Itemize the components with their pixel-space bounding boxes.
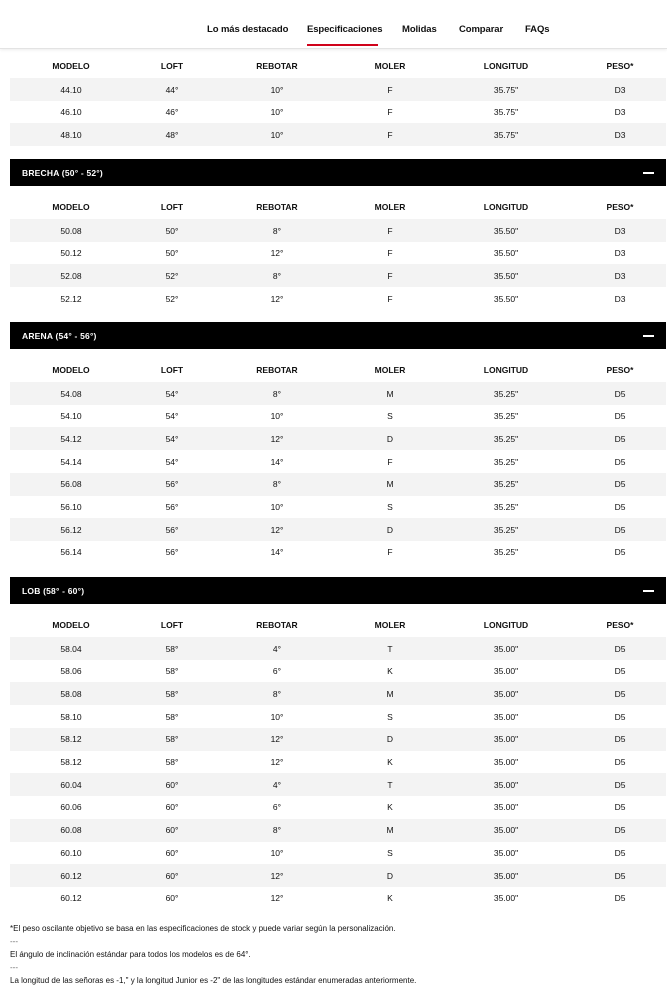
table-row bbox=[10, 78, 666, 101]
column-header-loft: LOFT bbox=[160, 620, 184, 630]
cell-weight: D3 bbox=[614, 107, 626, 118]
cell-model: 52.12 bbox=[60, 293, 82, 304]
cell-model: 48.10 bbox=[60, 129, 82, 140]
active-tab-indicator bbox=[307, 44, 378, 46]
table-header-row bbox=[10, 56, 666, 76]
cell-grind: K bbox=[387, 893, 393, 904]
table-row bbox=[10, 219, 666, 242]
cell-length: 35.50" bbox=[493, 270, 519, 281]
cell-bounce: 12° bbox=[270, 757, 284, 767]
cell-bounce: 6° bbox=[272, 666, 282, 677]
column-header-loft: LOFT bbox=[160, 202, 184, 212]
cell-grind: F bbox=[387, 270, 393, 281]
column-header-loft: LOFT bbox=[160, 365, 184, 375]
cell-loft: 58° bbox=[165, 666, 179, 677]
table-row bbox=[10, 541, 666, 564]
cell-length: 35.00" bbox=[493, 825, 519, 836]
cell-bounce: 8° bbox=[272, 479, 282, 490]
section-title: ARENA (54° - 56°) bbox=[22, 330, 97, 341]
cell-grind: T bbox=[387, 779, 393, 790]
cell-length: 35.25" bbox=[493, 479, 519, 490]
cell-model: 58.12 bbox=[60, 757, 82, 767]
cell-length: 35.00" bbox=[493, 666, 519, 677]
cell-model: 54.14 bbox=[60, 456, 82, 467]
table-header-row bbox=[10, 197, 666, 217]
cell-grind: F bbox=[387, 225, 393, 236]
cell-length: 35.25" bbox=[493, 411, 519, 422]
collapse-icon[interactable] bbox=[643, 590, 654, 592]
cell-loft: 60° bbox=[165, 870, 179, 881]
cell-weight: D3 bbox=[614, 293, 626, 304]
cell-loft: 60° bbox=[165, 779, 179, 790]
tab-grinds[interactable]: Molidas bbox=[402, 24, 437, 35]
cell-length: 35.25" bbox=[493, 547, 519, 558]
spec-table bbox=[10, 615, 666, 904]
cell-grind: D bbox=[386, 734, 394, 745]
column-header-bounce: REBOTAR bbox=[256, 61, 298, 71]
cell-length: 35.00" bbox=[493, 870, 519, 881]
cell-weight: D5 bbox=[614, 411, 626, 422]
table-row bbox=[10, 242, 666, 265]
cell-model: 56.10 bbox=[60, 502, 82, 512]
cell-loft: 58° bbox=[165, 711, 179, 722]
cell-loft: 56° bbox=[165, 524, 179, 535]
cell-bounce: 4° bbox=[272, 779, 282, 790]
column-header-grind: MOLER bbox=[374, 61, 406, 71]
cell-model: 54.10 bbox=[60, 411, 82, 422]
table-row bbox=[10, 819, 666, 842]
cell-weight: D5 bbox=[614, 433, 626, 444]
cell-weight: D5 bbox=[614, 643, 626, 654]
cell-bounce: 6° bbox=[272, 802, 282, 813]
table-row bbox=[10, 405, 666, 428]
cell-model: 60.12 bbox=[60, 870, 82, 881]
table-row bbox=[10, 751, 666, 774]
cell-weight: D5 bbox=[614, 479, 626, 490]
cell-weight: D5 bbox=[614, 547, 626, 558]
weight-note: *El peso oscilante objetivo se basa en las especificaciones de stock y puede variar según la personalización. bbox=[10, 924, 396, 933]
cell-model: 54.12 bbox=[60, 433, 82, 444]
table-row bbox=[10, 101, 666, 124]
cell-weight: D5 bbox=[614, 388, 626, 399]
cell-loft: 44° bbox=[165, 84, 179, 95]
cell-bounce: 8° bbox=[272, 825, 282, 836]
column-header-model: MODELO bbox=[52, 61, 90, 71]
cell-length: 35.50" bbox=[493, 225, 519, 236]
cell-weight: D5 bbox=[614, 825, 626, 836]
cell-length: 35.00" bbox=[493, 847, 519, 858]
cell-weight: D5 bbox=[614, 734, 626, 745]
table-row bbox=[10, 382, 666, 405]
column-header-grind: MOLER bbox=[374, 202, 406, 212]
column-header-grind: MOLER bbox=[374, 620, 406, 630]
cell-bounce: 10° bbox=[270, 129, 284, 140]
cell-loft: 54° bbox=[165, 456, 179, 467]
length-note: La longitud de las señoras es -1," y la longitud Junior es -2" de las longitudes estándar enumeradas anteriormente. bbox=[10, 976, 417, 985]
cell-weight: D5 bbox=[614, 870, 626, 881]
cell-bounce: 8° bbox=[272, 688, 282, 699]
cell-model: 60.04 bbox=[60, 779, 82, 790]
cell-length: 35.00" bbox=[493, 711, 519, 722]
cell-model: 56.14 bbox=[60, 547, 82, 558]
cell-length: 35.25" bbox=[493, 456, 519, 467]
cell-weight: D3 bbox=[614, 129, 626, 140]
cell-bounce: 4° bbox=[272, 643, 282, 654]
column-header-length: LONGITUD bbox=[483, 61, 529, 71]
cell-bounce: 12° bbox=[270, 524, 284, 535]
cell-grind: F bbox=[387, 293, 393, 304]
cell-loft: 58° bbox=[165, 643, 179, 654]
tab-specifications[interactable]: Especificaciones bbox=[307, 24, 383, 35]
cell-loft: 46° bbox=[165, 107, 179, 118]
section-header[interactable] bbox=[10, 577, 666, 604]
cell-loft: 60° bbox=[165, 825, 179, 836]
column-header-loft: LOFT bbox=[160, 61, 184, 71]
cell-loft: 56° bbox=[165, 502, 179, 512]
cell-grind: F bbox=[387, 456, 393, 467]
cell-grind: F bbox=[387, 107, 393, 118]
cell-weight: D5 bbox=[614, 456, 626, 467]
cell-weight: D5 bbox=[614, 524, 626, 535]
cell-loft: 50° bbox=[165, 225, 179, 236]
cell-grind: K bbox=[387, 666, 393, 677]
cell-bounce: 8° bbox=[272, 270, 282, 281]
cell-bounce: 12° bbox=[270, 734, 284, 745]
table-row bbox=[10, 796, 666, 819]
cell-model: 56.08 bbox=[60, 479, 82, 490]
column-header-weight: PESO* bbox=[606, 620, 634, 630]
cell-loft: 52° bbox=[165, 270, 179, 281]
table-row bbox=[10, 427, 666, 450]
cell-loft: 50° bbox=[165, 248, 179, 259]
column-header-grind: MOLER bbox=[374, 365, 406, 375]
cell-loft: 52° bbox=[165, 293, 179, 304]
cell-length: 35.25" bbox=[493, 524, 519, 535]
cell-weight: D3 bbox=[614, 270, 626, 281]
cell-grind: M bbox=[386, 388, 394, 399]
cell-loft: 58° bbox=[165, 757, 179, 767]
table-row bbox=[10, 518, 666, 541]
cell-length: 35.00" bbox=[493, 643, 519, 654]
cell-weight: D5 bbox=[614, 893, 626, 904]
tab-navigation bbox=[0, 0, 667, 49]
table-row bbox=[10, 660, 666, 683]
cell-grind: S bbox=[387, 411, 393, 422]
table-row bbox=[10, 864, 666, 887]
cell-bounce: 10° bbox=[270, 84, 284, 95]
footnotes bbox=[10, 922, 660, 987]
cell-bounce: 8° bbox=[272, 225, 282, 236]
cell-bounce: 14° bbox=[270, 456, 284, 467]
cell-bounce: 12° bbox=[270, 293, 284, 304]
cell-loft: 54° bbox=[165, 433, 179, 444]
cell-grind: K bbox=[387, 757, 393, 767]
cell-model: 54.08 bbox=[60, 388, 82, 399]
tab-highlights[interactable]: Lo más destacado bbox=[207, 24, 289, 35]
spec-table bbox=[10, 56, 666, 140]
column-header-weight: PESO* bbox=[606, 61, 634, 71]
cell-grind: S bbox=[387, 711, 393, 722]
note-separator: --- bbox=[10, 937, 18, 946]
cell-grind: M bbox=[386, 825, 394, 836]
cell-model: 58.04 bbox=[60, 643, 82, 654]
cell-weight: D5 bbox=[614, 779, 626, 790]
cell-model: 60.08 bbox=[60, 825, 82, 836]
cell-grind: M bbox=[386, 688, 394, 699]
column-header-length: LONGITUD bbox=[483, 202, 529, 212]
cell-grind: D bbox=[386, 524, 394, 535]
cell-length: 35.00" bbox=[493, 802, 519, 813]
cell-grind: D bbox=[386, 433, 394, 444]
cell-model: 58.06 bbox=[60, 666, 82, 677]
cell-weight: D5 bbox=[614, 802, 626, 813]
section-header[interactable] bbox=[10, 322, 666, 349]
cell-grind: S bbox=[387, 847, 393, 858]
cell-loft: 56° bbox=[165, 547, 179, 558]
section-title: LOB (58° - 60°) bbox=[22, 585, 85, 596]
cell-loft: 60° bbox=[165, 847, 179, 858]
cell-model: 50.08 bbox=[60, 225, 82, 236]
cell-weight: D5 bbox=[614, 711, 626, 722]
cell-loft: 56° bbox=[165, 479, 179, 490]
cell-model: 50.12 bbox=[60, 248, 82, 259]
column-header-bounce: REBOTAR bbox=[256, 365, 298, 375]
column-header-length: LONGITUD bbox=[483, 620, 529, 630]
cell-length: 35.75" bbox=[493, 84, 519, 95]
cell-loft: 48° bbox=[165, 129, 179, 140]
cell-length: 35.00" bbox=[493, 779, 519, 790]
table-row bbox=[10, 496, 666, 519]
table-row bbox=[10, 287, 666, 310]
cell-grind: F bbox=[387, 248, 393, 259]
cell-grind: F bbox=[387, 84, 393, 95]
cell-length: 35.50" bbox=[493, 248, 519, 259]
column-header-bounce: REBOTAR bbox=[256, 620, 298, 630]
section-title: BRECHA (50° - 52°) bbox=[22, 167, 103, 178]
cell-grind: F bbox=[387, 129, 393, 140]
cell-model: 60.06 bbox=[60, 802, 82, 813]
cell-bounce: 10° bbox=[270, 107, 284, 118]
cell-grind: K bbox=[387, 802, 393, 813]
cell-length: 35.00" bbox=[493, 734, 519, 745]
table-row bbox=[10, 887, 666, 910]
column-header-model: MODELO bbox=[52, 202, 90, 212]
spec-table bbox=[10, 360, 666, 558]
tab-compare[interactable]: Comparar bbox=[459, 24, 504, 35]
cell-grind: M bbox=[386, 479, 394, 490]
section-header[interactable] bbox=[10, 159, 666, 186]
cell-grind: F bbox=[387, 547, 393, 558]
cell-model: 58.10 bbox=[60, 711, 82, 722]
spec-table bbox=[10, 197, 666, 304]
column-header-bounce: REBOTAR bbox=[256, 202, 298, 212]
cell-length: 35.75" bbox=[493, 129, 519, 140]
table-row bbox=[10, 728, 666, 751]
table-row bbox=[10, 841, 666, 864]
cell-model: 60.12 bbox=[60, 893, 82, 904]
cell-bounce: 12° bbox=[270, 433, 284, 444]
collapse-icon[interactable] bbox=[643, 172, 654, 174]
table-row bbox=[10, 473, 666, 496]
table-header-row bbox=[10, 615, 666, 635]
cell-bounce: 10° bbox=[270, 411, 284, 422]
cell-model: 46.10 bbox=[60, 107, 82, 118]
cell-bounce: 12° bbox=[270, 893, 284, 904]
cell-weight: D5 bbox=[614, 502, 626, 512]
cell-weight: D3 bbox=[614, 225, 626, 236]
cell-length: 35.00" bbox=[493, 757, 519, 767]
cell-model: 44.10 bbox=[60, 84, 82, 95]
cell-bounce: 10° bbox=[270, 847, 284, 858]
table-row bbox=[10, 637, 666, 660]
cell-grind: T bbox=[387, 643, 393, 654]
cell-length: 35.00" bbox=[493, 688, 519, 699]
lie-angle-note: El ángulo de inclinación estándar para todos los modelos es de 64°. bbox=[10, 950, 251, 959]
tab-faqs[interactable]: FAQs bbox=[525, 24, 550, 35]
cell-grind: D bbox=[386, 870, 394, 881]
cell-length: 35.25" bbox=[493, 433, 519, 444]
cell-model: 58.12 bbox=[60, 734, 82, 745]
note-separator: --- bbox=[10, 963, 18, 972]
cell-model: 56.12 bbox=[60, 524, 82, 535]
cell-weight: D3 bbox=[614, 84, 626, 95]
cell-loft: 54° bbox=[165, 388, 179, 399]
cell-length: 35.25" bbox=[493, 388, 519, 399]
cell-model: 52.08 bbox=[60, 270, 82, 281]
cell-loft: 60° bbox=[165, 893, 179, 904]
cell-bounce: 10° bbox=[270, 711, 284, 722]
cell-bounce: 10° bbox=[270, 502, 284, 512]
cell-bounce: 12° bbox=[270, 248, 284, 259]
cell-length: 35.00" bbox=[493, 893, 519, 904]
cell-length: 35.25" bbox=[493, 502, 519, 512]
cell-bounce: 8° bbox=[272, 388, 282, 399]
cell-length: 35.50" bbox=[493, 293, 519, 304]
cell-weight: D5 bbox=[614, 688, 626, 699]
cell-bounce: 14° bbox=[270, 547, 284, 558]
table-row bbox=[10, 123, 666, 146]
cell-model: 60.10 bbox=[60, 847, 82, 858]
cell-bounce: 12° bbox=[270, 870, 284, 881]
cell-weight: D5 bbox=[614, 757, 626, 767]
cell-loft: 60° bbox=[165, 802, 179, 813]
cell-loft: 58° bbox=[165, 688, 179, 699]
column-header-model: MODELO bbox=[52, 620, 90, 630]
table-row bbox=[10, 773, 666, 796]
cell-grind: S bbox=[387, 502, 393, 512]
cell-weight: D5 bbox=[614, 847, 626, 858]
cell-loft: 54° bbox=[165, 411, 179, 422]
table-row bbox=[10, 705, 666, 728]
table-row bbox=[10, 682, 666, 705]
table-row bbox=[10, 264, 666, 287]
collapse-icon[interactable] bbox=[643, 335, 654, 337]
cell-length: 35.75" bbox=[493, 107, 519, 118]
column-header-weight: PESO* bbox=[606, 202, 634, 212]
cell-model: 58.08 bbox=[60, 688, 82, 699]
column-header-length: LONGITUD bbox=[483, 365, 529, 375]
cell-weight: D5 bbox=[614, 666, 626, 677]
cell-loft: 58° bbox=[165, 734, 179, 745]
column-header-model: MODELO bbox=[52, 365, 90, 375]
table-header-row bbox=[10, 360, 666, 380]
cell-weight: D3 bbox=[614, 248, 626, 259]
column-header-weight: PESO* bbox=[606, 365, 634, 375]
table-row bbox=[10, 450, 666, 473]
